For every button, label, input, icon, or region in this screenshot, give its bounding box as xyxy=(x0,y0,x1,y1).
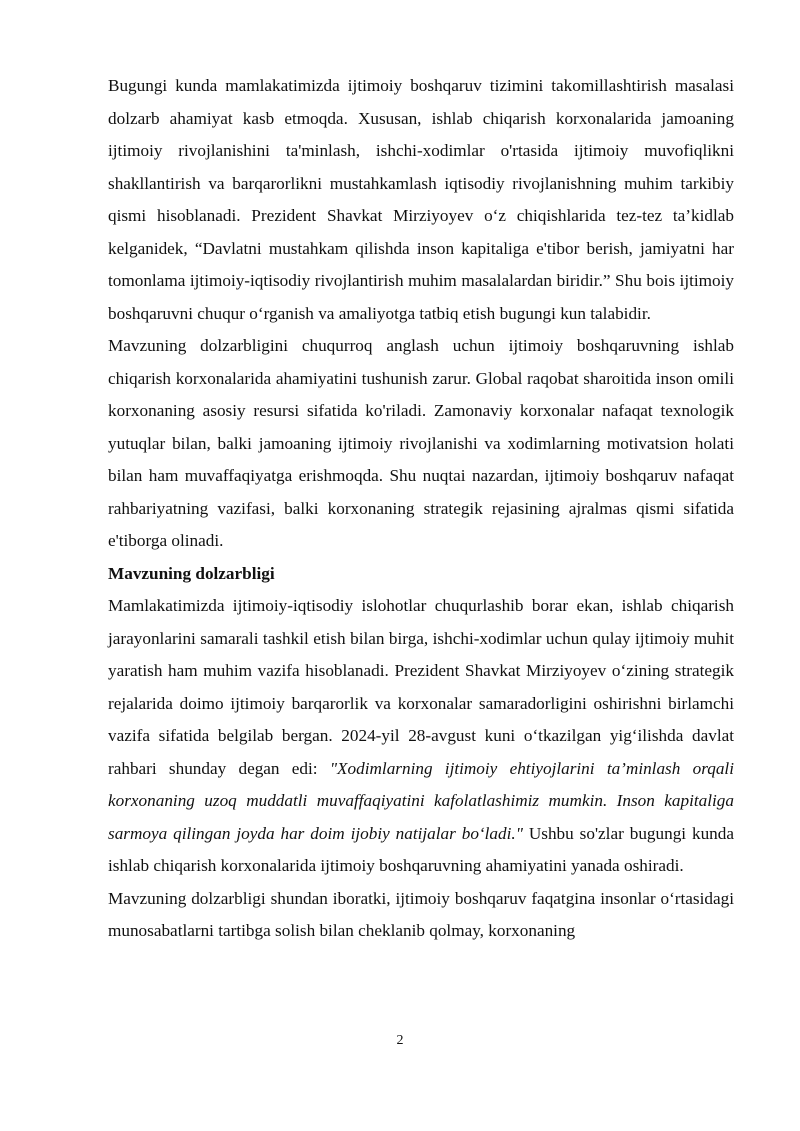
page-number: 2 xyxy=(396,1033,404,1048)
intro-paragraph: Bugungi kunda mamlakatimizda ijtimoiy boshqaruv tizimini takomillashtirish masalasi dolzarb ahamiyat kasb etmoqda. Xususan, ishlab chiqarish korxonalarida jamoaning ijtimoiy rivojlanishini ta'minlash, ishchi-xodimlar o'rtasida ijtimoiy muvofiqlikni shakllantirish va barqarorlikni mustahkamlash iqtisodiy rivojlanishning muhim tarkibiy qismi hisoblanadi. Prezident Shavkat Mirziyoyev o‘z chiqishlarida tez-tez ta’kidlab kelganidek, “Davlatni mustahkam qilishda inson kapitaliga e'tibor berish, jamiyatni har tomonlama ijtimoiy-iqtisodiy rivojlantirish muhim masalalardan biridir.” Shu bois ijtimoiy boshqaruvni chuqur o‘rganish va amaliyotga tatbiq etish bugungi kun talabidir. xyxy=(108,76,734,323)
quote-lead-text: Mamlakatimizda ijtimoiy-iqtisodiy islohotlar chuqurlashib borar ekan, ishlab chiqarish jarayonlarini samarali tashkil etish bilan birga, ishchi-xodimlar uchun qulay ijtimoiy muhit yaratish ham muhim vazifa hisoblanadi. Prezident Shavkat Mirziyoyev o‘zining strategik rejalarida doimo ijtimoiy barqarorlik va korxonalar samaradorligini oshirishni birlamchi vazifa sifatida belgilab bergan. 2024-yil 28-avgust kuni o‘tkazilgan yig‘ilishda davlat rahbari shunday degan edi: xyxy=(108,596,734,778)
president-quote-paragraph xyxy=(108,590,734,883)
section-heading: Mavzuning dolzarbligi xyxy=(108,563,275,583)
relevance-context-paragraph: Mavzuning dolzarbligini chuqurroq anglash uchun ijtimoiy boshqaruvning ishlab chiqarish korxonalarida ahamiyatini tushunish zarur. Global raqobat sharoitida inson omili korxonaning asosiy resursi sifatida ko'riladi. Zamonaviy korxonalar nafaqat texnologik yutuqlar bilan, balki jamoaning ijtimoiy rivojlanishi va xodimlarning motivatsion holati bilan ham muvaffaqiyatga erishmoqda. Shu nuqtai nazardan, ijtimoiy boshqaruv nafaqat rahbariyatning vazifasi, balki korxonaning strategik rejasining ajralmas qismi sifatida e'tiborga olinadi. xyxy=(108,336,734,550)
president-quote: "Xodimlarning ijtimoiy ehtiyojlarini ta’minlash orqali korxonaning uzoq muddatli muvaffaqiyatini kafolatlashimiz mumkin. Inson kapitaliga sarmoya qilingan joyda har doim ijobiy natijalar bo‘ladi." xyxy=(108,758,734,843)
relevance-paragraph: Mavzuning dolzarbligi shundan iboratki, ijtimoiy boshqaruv faqatgina insonlar o‘rtasidagi munosabatlarni tartibga solish bilan cheklanib qolmay, korxonaning xyxy=(108,888,734,940)
quote-follow-text: Ushbu so'zlar bugungi kunda ishlab chiqarish korxonalarida ijtimoiy boshqaruvning ahamiyatini yanada oshiradi. xyxy=(108,823,735,875)
document-body xyxy=(108,70,734,948)
